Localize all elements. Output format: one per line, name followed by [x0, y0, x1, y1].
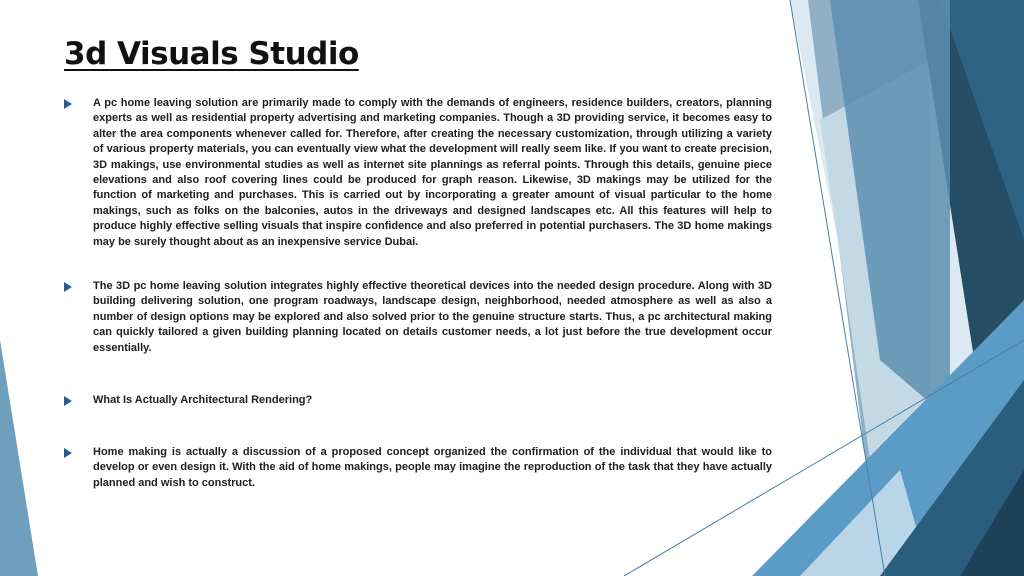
- bullet-item: [64, 393, 772, 445]
- bullet-text: A pc home leaving solution are primarily made to comply with the demands of engineers, residence builders, creators, planning experts as well as residential property advertising and marketing companies. Though a 3D providing service, it becomes easy to alter the area components whenever called for. Therefore, after creating the necessary customization, through utilizing a variety of various property materials, you can eventually view what the development will really seem like. If you want to create precision, 3D makings, use environmental studies as well as internet site plannings as referral points. Through this details, genuine piece elevations and also roof covering lines could be produced for graph reason. Likewise, 3D makings may be utilized for the function of marketing and purchases. This is carried out by incorporating a greater amount of visual particular to the home makings, such as folks on the balconies, autos in the driveways and designed landscapes etc. All this features will help to produce highly effective selling visuals that inspire confidence and also preferred in potential purchasers. The 3D home makings may be surely thought about as an inexpensive service Dubai.: [93, 97, 772, 248]
- slide-title: 3d Visuals Studio: [64, 36, 359, 72]
- bullet-text: Home making is actually a discussion of a proposed concept organized the confirmation of the individual that would like to develop or even design it. With the aid of home makings, people may imagine the reproduction of the task that they have actually planned and wish to construct.: [93, 446, 772, 489]
- bullet-text: The 3D pc home leaving solution integrates highly effective theoretical devices into the needed design procedure. Along with 3D building delivering solution, one program roadways, landscape design, neighborhood, needed atmosphere as well as also a number of design options may be explored and also solved prior to the genuine structure starts. Thus, a pc architectural making can quickly tailored a given building planning located on details customer needs, a lot just before the true development occur essentially.: [93, 280, 772, 354]
- bullet-arrow-icon: [64, 99, 72, 109]
- bullet-arrow-icon: [64, 448, 72, 458]
- bullet-arrow-icon: [64, 282, 72, 292]
- bullet-item: [64, 445, 772, 491]
- bullet-arrow-icon: [64, 396, 72, 406]
- bullet-text: What Is Actually Architectural Rendering?: [93, 394, 313, 406]
- left-edge-shape: [0, 340, 38, 576]
- bullet-item: [64, 279, 772, 393]
- bullet-item: [64, 96, 772, 279]
- bullet-list: [64, 96, 772, 491]
